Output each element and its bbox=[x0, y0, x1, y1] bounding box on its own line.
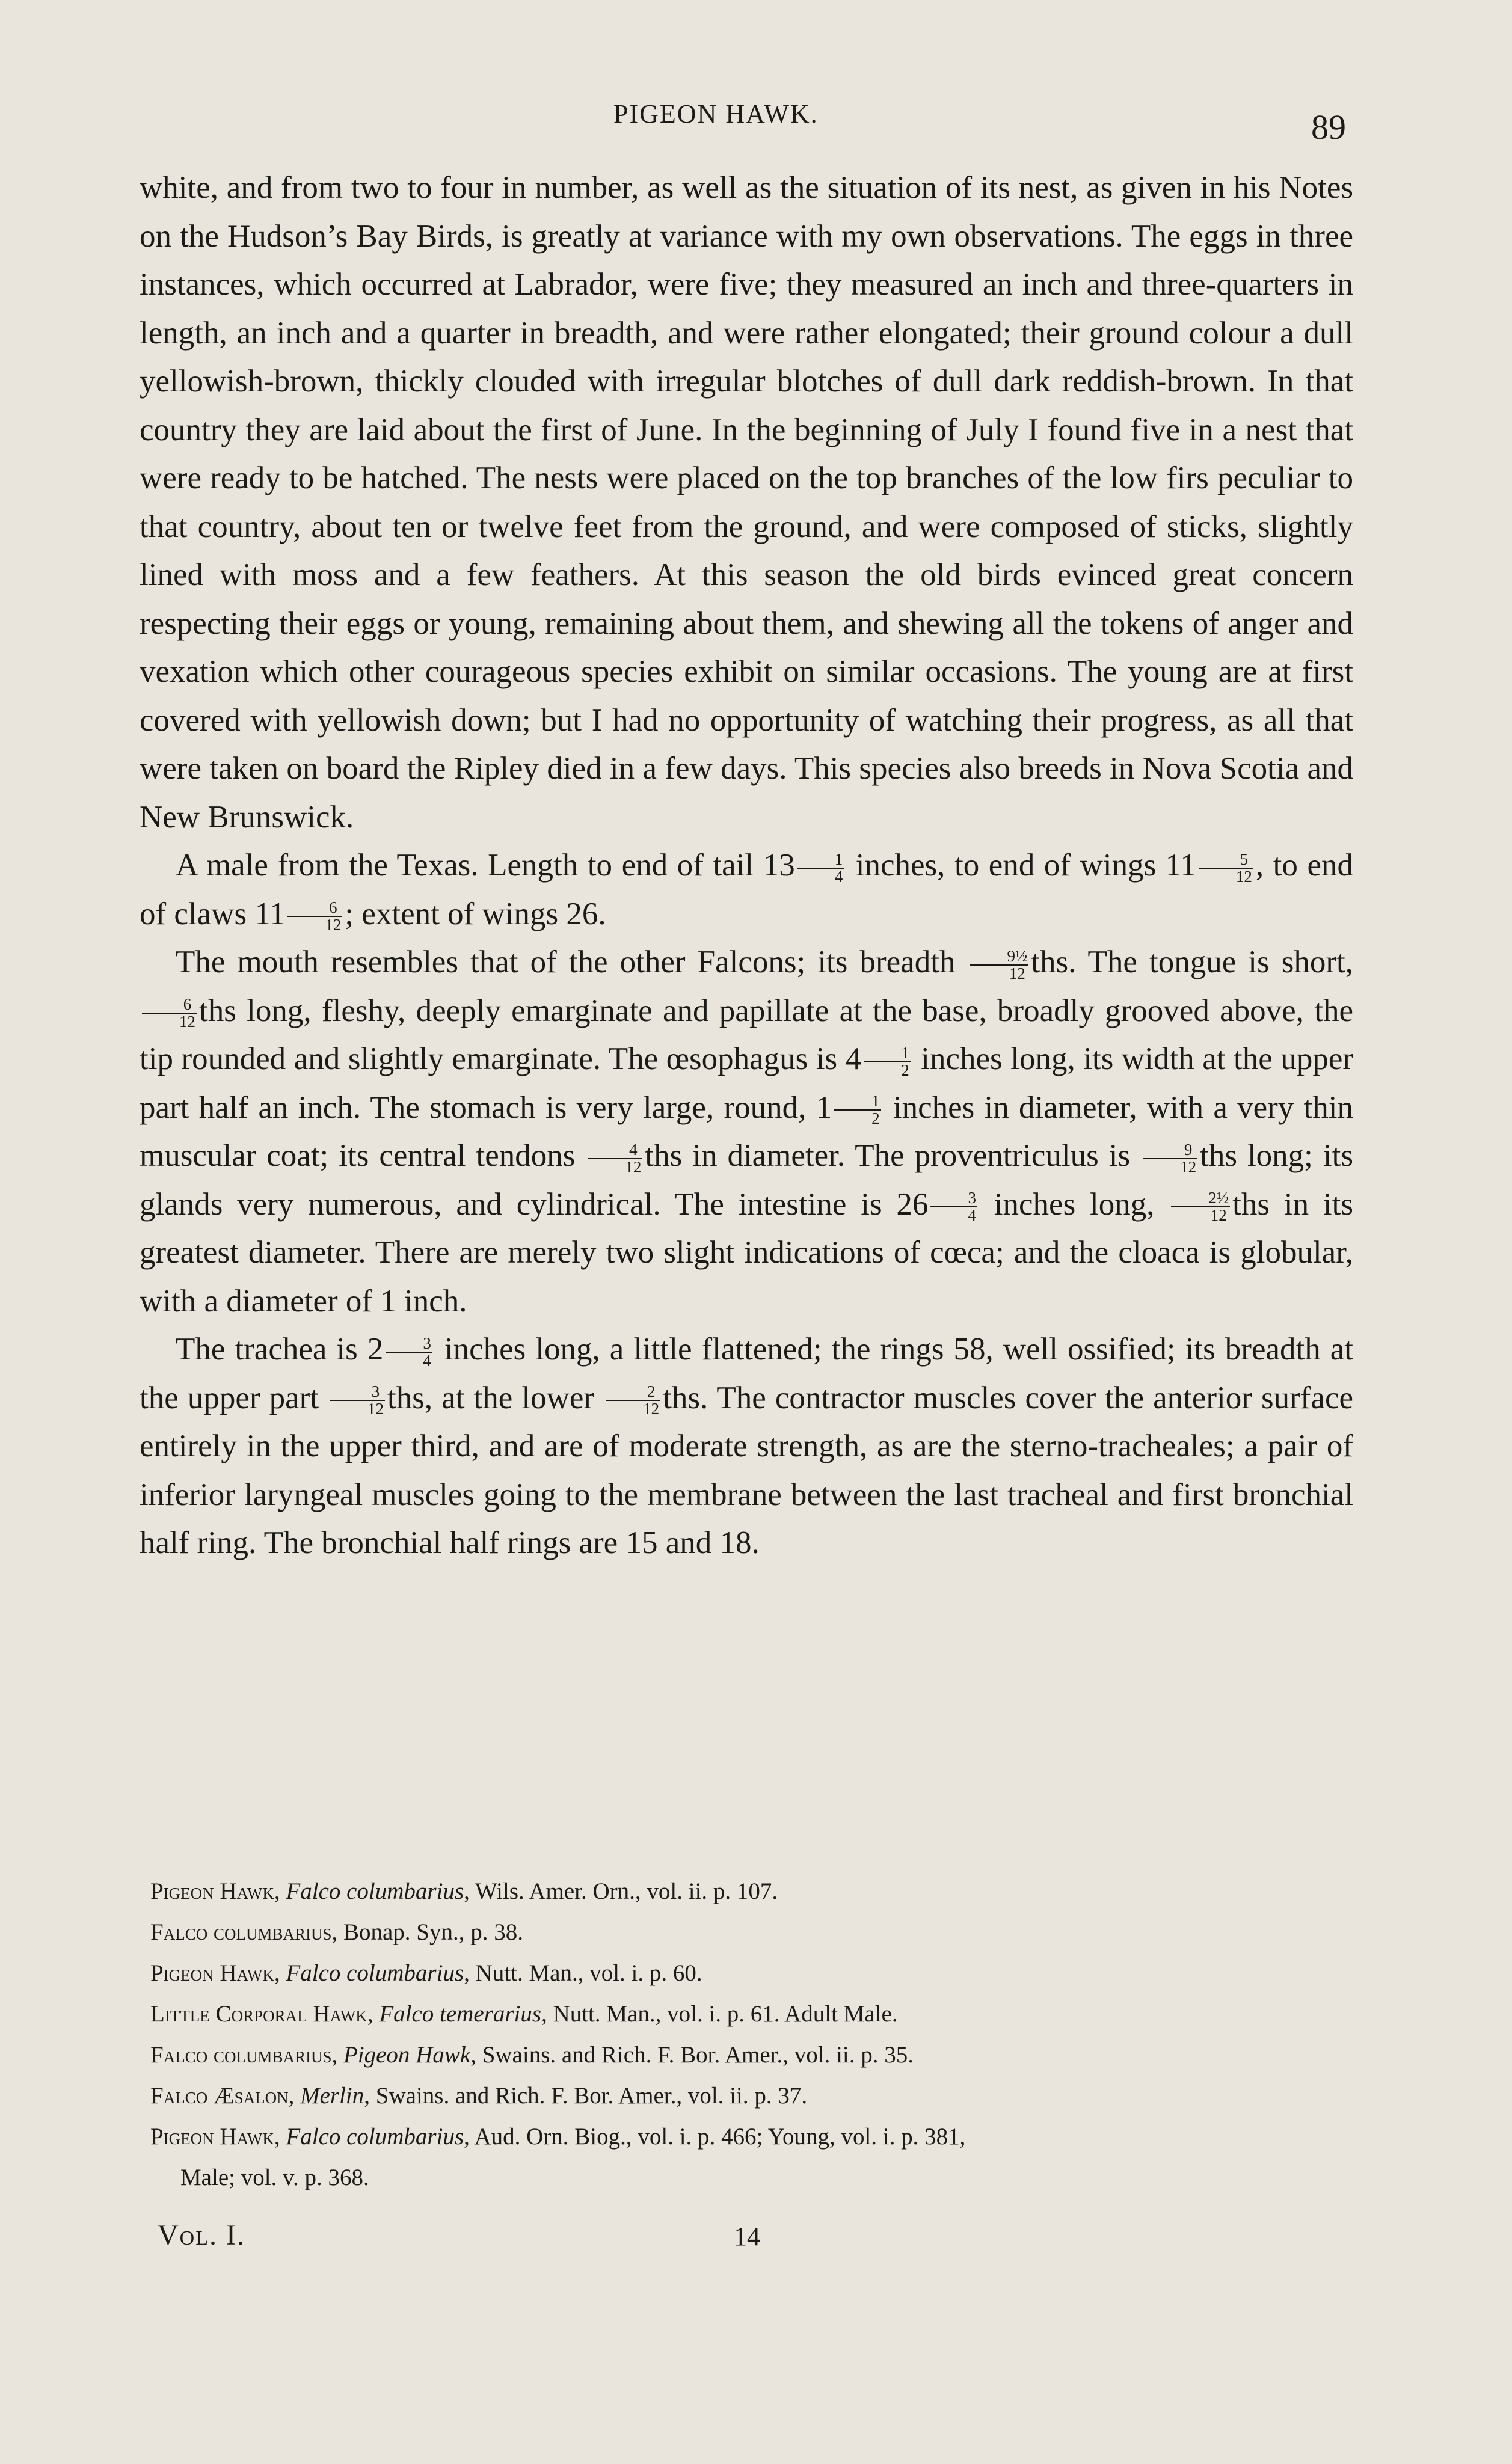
text-run: ; extent of wings 26. bbox=[345, 896, 606, 931]
latin-name: Merlin bbox=[300, 2083, 364, 2109]
species-name: Falco columbarius bbox=[150, 2042, 332, 2068]
body-paragraph bbox=[140, 1325, 1353, 1568]
fraction-numerator: 1 bbox=[864, 1045, 911, 1062]
text-run: ths. The contractor muscles cover the anterior surface entirely in the upper third, and are of moderate strength, as are the sterno-tracheales; a pair of inferior laryngeal muscles going to the membrane between the last tracheal and first bronchial half ring. The bronchial half rings are 15 and 18. bbox=[140, 1380, 1353, 1560]
reference-entry bbox=[150, 1871, 1353, 1912]
fraction-numerator: 3 bbox=[930, 1190, 977, 1207]
reference-text: , bbox=[288, 2083, 301, 2109]
reference-text: , bbox=[331, 2042, 343, 2068]
text-run: inches in diameter, with a very thin muscular coat; its central tendons bbox=[140, 1089, 1353, 1173]
text-run: ths in its greatest diameter. There are merely two slight indications of cœca; and the cloaca is globular, with a diameter of 1 inch. bbox=[140, 1186, 1354, 1319]
fraction-denominator: 12 bbox=[325, 916, 342, 934]
reference-continuation: Male; vol. v. p. 368. bbox=[180, 2165, 369, 2190]
fraction-numerator: 1 bbox=[834, 1093, 881, 1111]
latin-name: Pigeon Hawk bbox=[343, 2042, 471, 2068]
fraction bbox=[834, 1093, 881, 1127]
body-text bbox=[140, 164, 1353, 1568]
fraction-numerator: 4 bbox=[588, 1142, 642, 1159]
fraction bbox=[386, 1335, 432, 1369]
species-name: Pigeon Hawk bbox=[150, 1878, 274, 1904]
body-paragraph bbox=[140, 164, 1353, 841]
fraction bbox=[970, 948, 1029, 982]
fraction bbox=[287, 899, 342, 933]
page-footer bbox=[0, 2219, 1512, 2255]
fraction bbox=[606, 1384, 660, 1417]
text-run: ths long, fleshy, deeply emarginate and papillate at the base, broadly grooved above, the tip rounded and slightly emarginate. The œsophagus is 4 bbox=[140, 993, 1353, 1076]
fraction bbox=[1171, 1190, 1230, 1224]
text-run: The mouth resembles that of the other Falcons; its breadth bbox=[176, 945, 968, 979]
fraction bbox=[1199, 851, 1253, 885]
fraction-denominator: 2 bbox=[901, 1061, 909, 1079]
latin-name: Falco temerarius bbox=[379, 2001, 542, 2027]
text-run: , to end of claws 11 bbox=[140, 848, 1353, 931]
fraction-denominator: 4 bbox=[834, 867, 843, 886]
fraction-denominator: 12 bbox=[1235, 867, 1252, 886]
species-name: Little Corporal Hawk bbox=[150, 2001, 367, 2027]
fraction-denominator: 2 bbox=[871, 1109, 880, 1128]
reference-text: , bbox=[367, 2001, 380, 2027]
latin-name: Falco columbarius bbox=[286, 1960, 464, 1986]
fraction bbox=[330, 1384, 385, 1417]
fraction bbox=[797, 851, 844, 885]
fraction bbox=[142, 996, 197, 1030]
reference-entry bbox=[150, 1912, 1353, 1953]
text-run: ths. The tongue is short, bbox=[1031, 945, 1353, 979]
reference-text: , Nutt. Man., vol. i. p. 60. bbox=[464, 1960, 702, 1986]
fraction-numerator: 1 bbox=[797, 851, 844, 869]
fraction-denominator: 12 bbox=[625, 1157, 642, 1176]
text-run: inches long, its width at the upper part half an inch. The stomach is very large, round, 1 bbox=[140, 1041, 1353, 1125]
text-run: A male from the Texas. Length to end of tail 13 bbox=[176, 848, 795, 883]
text-run: inches long, bbox=[979, 1186, 1169, 1222]
fraction bbox=[588, 1142, 642, 1175]
fraction-numerator: 9½ bbox=[970, 948, 1029, 966]
fraction-denominator: 12 bbox=[1009, 964, 1025, 982]
fraction-numerator: 3 bbox=[330, 1384, 385, 1401]
reference-text: , bbox=[274, 1878, 286, 1904]
species-name: Pigeon Hawk bbox=[150, 2124, 274, 2150]
reference-text: , Swains. and Rich. F. Bor. Amer., vol. ii. p. 35. bbox=[470, 2042, 914, 2068]
reference-entry bbox=[150, 1994, 1353, 2035]
species-name: Pigeon Hawk bbox=[150, 1960, 274, 1986]
fraction-denominator: 12 bbox=[643, 1400, 660, 1418]
species-name: Falco columbarius bbox=[150, 1919, 332, 1945]
volume-label: Vol. I. bbox=[158, 2219, 245, 2251]
running-head bbox=[0, 96, 1512, 147]
fraction-denominator: 12 bbox=[1180, 1157, 1197, 1176]
fraction-numerator: 2½ bbox=[1171, 1190, 1230, 1207]
fraction-denominator: 12 bbox=[179, 1013, 195, 1031]
fraction-denominator: 4 bbox=[423, 1351, 431, 1370]
text-run: inches, to end of wings 11 bbox=[846, 848, 1196, 883]
fraction-numerator: 3 bbox=[386, 1335, 432, 1353]
text-run: ths, at the lower bbox=[387, 1380, 604, 1415]
fraction-denominator: 12 bbox=[367, 1400, 384, 1418]
text-run: ths long; its glands very numerous, and cylindrical. The intestine is 26 bbox=[140, 1138, 1353, 1222]
fraction-numerator: 5 bbox=[1199, 851, 1253, 869]
reference-entry bbox=[150, 2076, 1353, 2116]
synonymy-references bbox=[150, 1871, 1353, 2198]
running-title: PIGEON HAWK. bbox=[613, 99, 819, 129]
text-run: white, and from two to four in number, as well as the situation of its nest, as given in his Notes on the Hudson’s Bay Birds, is greatly at variance with my own observations. The eggs in three instances, which occurred at Labrador, were five; they measured an inch and three-quarters in length, an inch and a quarter in breadth, and were rather elongated; their ground colour a dull yellowish-brown, thickly clouded with irregular blotches of dull dark reddish-brown. In that country they are laid about the first of June. In the beginning of July I found five in a nest that were ready to be hatched. The nests were placed on the top branches of the low firs peculiar to that country, about ten or twelve feet from the ground, and were composed of sticks, slightly lined with moss and a few feathers. At this season the old birds evinced great concern respecting their eggs or young, remaining about them, and shewing all the tokens of anger and vexation which other courageous species exhibit on similar occasions. The young are at first covered with yellowish down; but I had no opportunity of watching their progress, as all that were taken on board the Ripley died in a few days. This species also breeds in Nova Scotia and New Brunswick. bbox=[140, 170, 1353, 835]
fraction-numerator: 2 bbox=[606, 1384, 660, 1401]
fraction bbox=[864, 1045, 911, 1079]
reference-text: , Nutt. Man., vol. i. p. 61. Adult Male. bbox=[541, 2001, 898, 2027]
text-run: The trachea is 2 bbox=[176, 1332, 384, 1367]
reference-text: , Wils. Amer. Orn., vol. ii. p. 107. bbox=[464, 1878, 778, 1904]
species-name: Falco Æsalon bbox=[150, 2083, 289, 2109]
fraction-numerator: 6 bbox=[142, 996, 197, 1014]
fraction-numerator: 9 bbox=[1143, 1142, 1197, 1159]
fraction bbox=[930, 1190, 977, 1224]
reference-text: , bbox=[274, 2124, 286, 2150]
reference-entry bbox=[150, 1953, 1353, 1994]
latin-name: Falco columbarius bbox=[286, 1878, 464, 1904]
fraction-denominator: 4 bbox=[968, 1206, 976, 1225]
fraction bbox=[1143, 1142, 1197, 1175]
body-paragraph bbox=[140, 841, 1353, 938]
fraction-denominator: 12 bbox=[1210, 1206, 1227, 1225]
text-run: ths in diameter. The proventriculus is bbox=[645, 1138, 1141, 1173]
reference-text: , Bonap. Syn., p. 38. bbox=[331, 1919, 523, 1945]
latin-name: Falco columbarius bbox=[286, 2124, 464, 2150]
page-number: 89 bbox=[1311, 108, 1346, 147]
reference-text: , Swains. and Rich. F. Bor. Amer., vol. ii. p. 37. bbox=[364, 2083, 808, 2109]
text-run: inches long, a little flattened; the rings 58, well ossified; its breadth at the upper part bbox=[140, 1332, 1353, 1415]
reference-text: , bbox=[274, 1960, 286, 1986]
reference-entry bbox=[150, 2035, 1353, 2076]
reference-entry bbox=[150, 2116, 1353, 2198]
fraction-numerator: 6 bbox=[287, 899, 342, 917]
body-paragraph bbox=[140, 938, 1353, 1325]
signature-mark: 14 bbox=[734, 2222, 760, 2251]
reference-text: , Aud. Orn. Biog., vol. i. p. 466; Young, vol. i. p. 381, bbox=[464, 2124, 966, 2150]
